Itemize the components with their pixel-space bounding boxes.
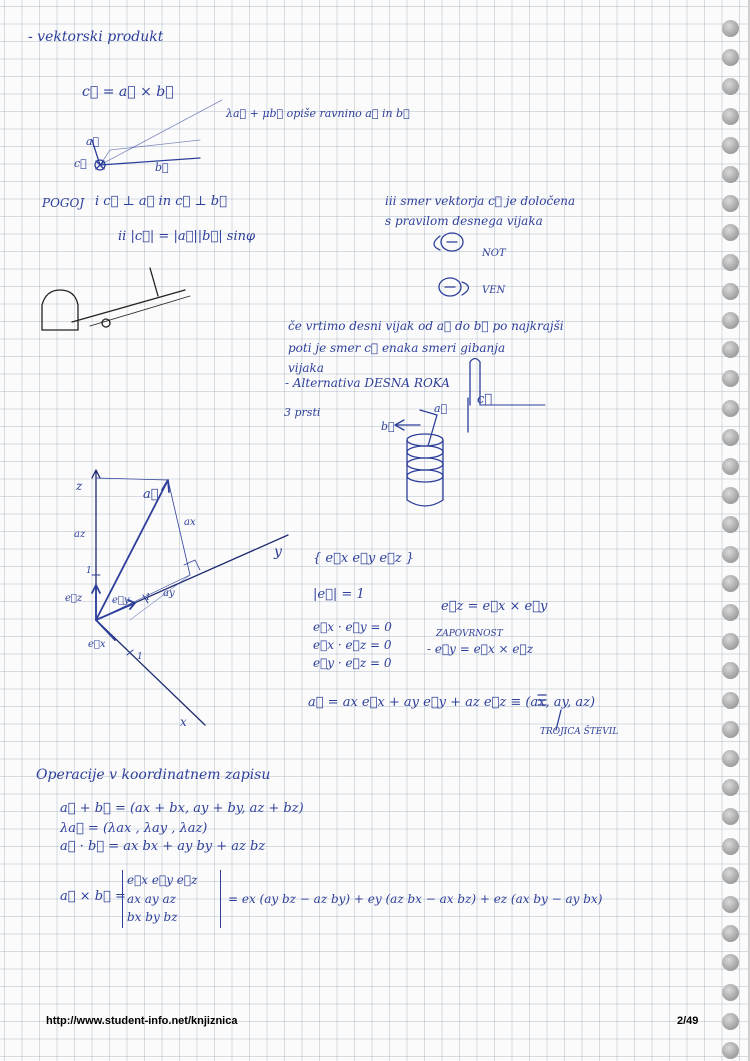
binder-hole [722, 137, 739, 154]
cross-identity-1: e⃗z = e⃗x × e⃗y [441, 599, 548, 614]
binder-hole [722, 954, 739, 971]
binder-hole [722, 1013, 739, 1030]
binder-hole [722, 20, 739, 37]
ven-label: VEN [482, 285, 506, 296]
triple-label: TROJICA ŠTEVIL [540, 727, 619, 737]
plane-note: λa⃗ + μb⃗ opiše ravnino a⃗ in b⃗ [226, 107, 410, 120]
binder-hole [722, 312, 739, 329]
binder-hole [722, 604, 739, 621]
determinant-bar-left [122, 870, 123, 928]
binder-hole [722, 516, 739, 533]
page-number: 2/49 [677, 1015, 699, 1027]
binder-hole [722, 662, 739, 679]
determinant-row-3: bx by bz [127, 910, 178, 924]
binder-hole [722, 49, 739, 66]
binder-hole [722, 838, 739, 855]
binder-hole [722, 224, 739, 241]
binder-hole [722, 341, 739, 358]
orthogonality-3: e⃗y · e⃗z = 0 [313, 656, 392, 670]
determinant-row-1: e⃗x e⃗y e⃗z [127, 873, 198, 887]
screw-rule-line3: vijaka [288, 361, 324, 375]
basis-ex-label: e⃗x [88, 639, 106, 650]
figure-label-a: a⃗ [86, 135, 100, 148]
footer-url[interactable]: http://www.student-info.net/knjiznica [46, 1015, 238, 1027]
binder-hole [722, 867, 739, 884]
cross-product-definition: c⃗ = a⃗ × b⃗ [82, 84, 174, 100]
component-az: az [74, 529, 86, 540]
axis-label-z: z [76, 479, 83, 493]
rotation-label: ZAPOVRNOST [436, 629, 503, 639]
right-hand-alternative: - Alternativa DESNA ROKA [285, 376, 450, 390]
figure-label-c: c⃗ [74, 157, 87, 170]
binder-hole [722, 575, 739, 592]
binder-hole [722, 546, 739, 563]
cross-lhs: a⃗ × b⃗ = [60, 889, 126, 904]
not-label: NOT [482, 248, 506, 259]
cross-identity-2: - e⃗y = e⃗x × e⃗z [427, 642, 534, 656]
vector-a-label: a⃗ [143, 487, 159, 502]
binder-holes [722, 0, 742, 1061]
orthogonality-1: e⃗x · e⃗y = 0 [313, 620, 392, 634]
binder-hole [722, 779, 739, 796]
operation-dot: a⃗ · b⃗ = ax bx + ay by + az bz [60, 839, 266, 854]
binder-hole [722, 633, 739, 650]
screw-rule-line2: poti je smer c⃗ enaka smeri gibanja [288, 341, 506, 355]
binder-hole [722, 750, 739, 767]
basis-set: { e⃗x e⃗y e⃗z } [313, 551, 415, 566]
section-heading: - vektorski produkt [28, 29, 164, 45]
determinant-row-2: ax ay az [127, 892, 176, 906]
binder-hole [722, 984, 739, 1001]
binder-hole [722, 166, 739, 183]
binder-hole [722, 721, 739, 738]
binder-hole [722, 254, 739, 271]
component-ax: ax [184, 517, 196, 528]
binder-hole [722, 925, 739, 942]
binder-hole [722, 283, 739, 300]
binder-hole [722, 692, 739, 709]
component-ay: ay [163, 588, 175, 599]
binder-hole [722, 458, 739, 475]
operation-sum: a⃗ + b⃗ = (ax + bx, ay + by, az + bz) [60, 801, 304, 816]
unit-length: |e⃗| = 1 [313, 587, 365, 602]
conditions-label: POGOJ [42, 196, 85, 210]
orthogonality-2: e⃗x · e⃗z = 0 [313, 638, 392, 652]
hand-label-c: c⃗ [477, 392, 493, 407]
vector-decomposition: a⃗ = ax e⃗x + ay e⃗y + az e⃗z ≡ (ax, ay, az) [308, 695, 596, 710]
cross-rhs: = ex (ay bz − az by) + ey (az bx − ax bz) + ez (ax by − ay bx) [228, 892, 603, 906]
binder-hole [722, 400, 739, 417]
screw-rule-line1: če vrtimo desni vijak od a⃗ do b⃗ po najkrajši [288, 319, 564, 333]
condition-i: i c⃗ ⊥ a⃗ in c⃗ ⊥ b⃗ [95, 194, 227, 209]
operations-heading: Operacije v koordinatnem zapisu [36, 767, 271, 783]
binder-hole [722, 78, 739, 95]
basis-ez-label: e⃗z [65, 593, 83, 604]
condition-iii-line2: s pravilom desnega vijaka [385, 214, 543, 228]
figure-label-b: b⃗ [155, 161, 169, 174]
condition-iii-line1: iii smer vektorja c⃗ je določena [385, 194, 576, 208]
unit-mark-y: 1 [145, 593, 151, 603]
hand-label-a: a⃗ [434, 402, 448, 415]
binder-hole [722, 370, 739, 387]
determinant-bar-right [220, 870, 221, 928]
three-fingers-note: 3 prsti [284, 406, 321, 419]
unit-mark-z: 1 [86, 566, 92, 576]
binder-hole [722, 1042, 739, 1059]
binder-hole [722, 108, 739, 125]
binder-hole [722, 896, 739, 913]
basis-ey-label: e⃗y [112, 595, 130, 606]
condition-ii: ii |c⃗| = |a⃗||b⃗| sinφ [118, 229, 256, 244]
unit-mark-x: 1 [137, 652, 143, 662]
axis-label-x: x [180, 715, 187, 729]
binder-hole [722, 487, 739, 504]
binder-hole [722, 195, 739, 212]
axis-label-y: y [274, 544, 282, 560]
binder-hole [722, 429, 739, 446]
hand-label-b: b⃗ [381, 420, 395, 433]
operation-scale: λa⃗ = (λax , λay , λaz) [60, 821, 208, 836]
binder-hole [722, 808, 739, 825]
